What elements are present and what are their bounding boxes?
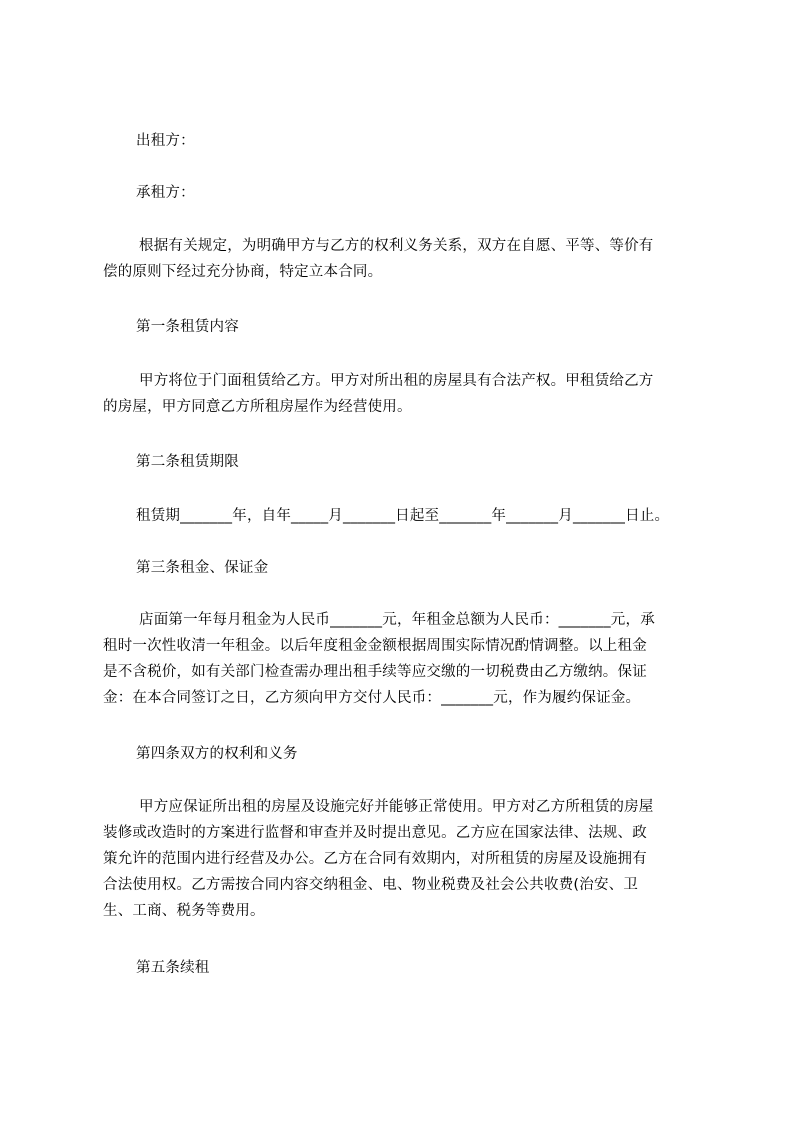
article-1-paragraph (103, 368, 700, 420)
article-4-title: 第四条双方的权利和义务 (136, 746, 298, 762)
paragraph-line: 店面第一年每月租金为人民币_______元，年租金总额为人民币：_______元，承 (139, 612, 655, 628)
preamble-paragraph (103, 233, 700, 285)
paragraph-line: 金：在本合同签订之日，乙方须向甲方交付人民币：_______元，作为履约保证金。 (103, 690, 641, 706)
lessor-label: 出租方： (136, 133, 195, 149)
paragraph-line: 租时一次性收清一年租金。以后年度租金金额根据周围实际情况酌情调整。以上租金 (103, 638, 647, 654)
paragraph-line: 生、工商、税务等费用。 (103, 903, 265, 919)
article-4-paragraph (103, 794, 700, 924)
article-2-title: 第二条租赁期限 (136, 454, 239, 470)
article-3-title: 第三条租金、保证金 (136, 560, 269, 576)
paragraph-line: 偿的原则下经过充分协商，特定立本合同。 (103, 264, 383, 280)
paragraph-line: 是不含税价，如有关部门检查需办理出租手续等应交缴的一切税费由乙方缴纳。保证 (103, 664, 647, 680)
paragraph-line: 装修或改造时的方案进行监督和审查并及时提出意见。乙方应在国家法律、法规、政 (103, 825, 647, 841)
article-5-title: 第五条续租 (136, 960, 210, 976)
paragraph-line: 策允许的范围内进行经营及办公。乙方在合同有效期内，对所租赁的房屋及设施拥有 (103, 851, 647, 867)
paragraph-line: 甲方将位于门面租赁给乙方。甲方对所出租的房屋具有合法产权。甲租赁给乙方 (139, 373, 654, 389)
article-2-term-line: 租赁期_______年，自年_____月_______日起至_______年_______月_______日止。 (136, 508, 670, 524)
lessee-label: 承租方： (136, 185, 195, 201)
paragraph-line: 的房屋，甲方同意乙方所租房屋作为经营使用。 (103, 399, 412, 415)
paragraph-line: 甲方应保证所出租的房屋及设施完好并能够正常使用。甲方对乙方所租赁的房屋 (139, 799, 654, 815)
paragraph-line: 合法使用权。乙方需按合同内容交纳租金、电、物业税费及社会公共收费(治安、卫 (103, 877, 639, 893)
article-3-paragraph (103, 607, 700, 711)
article-1-title: 第一条租赁内容 (136, 319, 239, 335)
paragraph-line: 根据有关规定，为明确甲方与乙方的权利义务关系，双方在自愿、平等、等价有 (139, 238, 654, 254)
